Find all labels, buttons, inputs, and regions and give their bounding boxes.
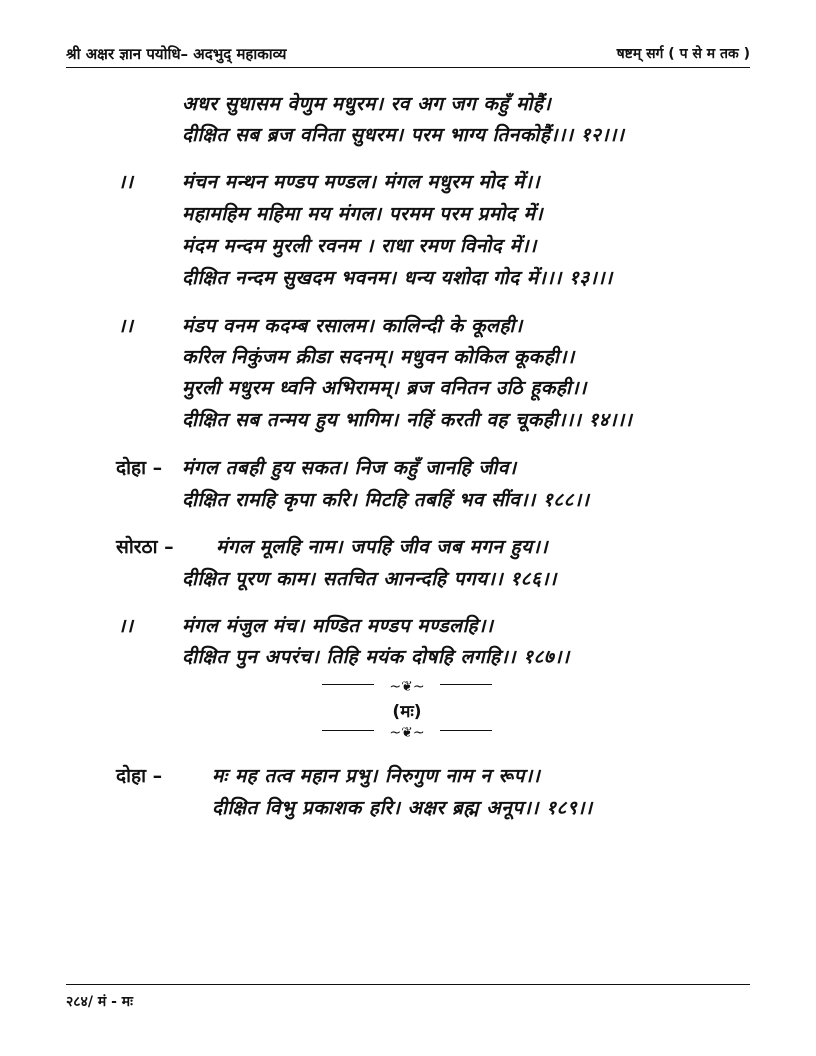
verse-line: दीक्षित सब तन्मय हुय भागिम। नहिं करती वह चूकही।।। १४।।। — [182, 409, 633, 431]
verse-line: मंडप वनम कदम्ब रसालम। कालिन्दी के कूलही। — [182, 315, 523, 337]
verse-line: दीक्षित पूरण काम। सतचित आनन्दहि पगय।। १८६।। — [182, 568, 557, 590]
verse-line: दीक्षित नन्दम सुखदम भवनम। धन्य यशोदा गोद में।।। १३।।। — [182, 267, 613, 289]
verse-line: मंगल मूलहि नाम। जपहि जीव जब मगन हुय।। — [216, 536, 549, 558]
verse-line: मः मह तत्व महान प्रभु। निरुगुण नाम न रूप।। — [212, 765, 541, 787]
verse-line: दीक्षित पुन अपरंच। तिहि मयंक दोषहि लगहि।। १८७।। — [182, 646, 570, 668]
stanza-marker: ।। — [118, 615, 134, 637]
ornament-divider-bottom — [322, 722, 492, 742]
verse-line: करिल निकुंजम क्रीडा सदनम्। मधुवन कोकिल कूकही।। — [182, 346, 575, 368]
verse-line: मंगल मंजुल मंच। मण्डित मण्डप मण्डलहि।। — [182, 615, 494, 637]
stanza-marker: ।। — [118, 315, 134, 337]
flourish-icon: ~❦~ — [389, 679, 425, 695]
verse-line: दीक्षित रामहि कृपा करि। मिटहि तबहिं भव सींव।। १८८।। — [182, 489, 590, 511]
stanza-marker: ।। — [118, 171, 134, 193]
ornament-divider-top — [322, 676, 492, 696]
verse-line: मंगल तबही हुय सकत। निज कहुँ जानहि जीव। — [182, 457, 517, 479]
ornament-rule — [440, 684, 492, 685]
verse-line: महामहिम महिमा मय मंगल। परमम परम प्रमोद में। — [182, 203, 544, 225]
verse-line: अधर सुधासम वेणुम मधुरम। रव अग जग कहुँ मोहैं। — [182, 93, 552, 115]
verse-type-label: दोहा – — [116, 457, 163, 479]
verse-line: दीक्षित सब ब्रज वनिता सुधरम। परम भाग्य तिनकोहैं।।। १२।।। — [182, 124, 625, 146]
verse-type-label: दोहा – — [116, 765, 163, 787]
verse-line: मंदम मन्दम मुरली रवनम । राधा रमण विनोद में।। — [182, 235, 537, 257]
ornament-rule — [322, 684, 374, 685]
verse-type-label: सोरठा – — [116, 536, 174, 558]
verse-line: मुरली मधुरम ध्वनि अभिरामम्। ब्रज वनितन उठि हूकही।। — [182, 377, 587, 399]
ornament-rule — [440, 730, 492, 731]
flourish-icon: ~❦~ — [389, 725, 425, 741]
ornament-rule — [322, 730, 374, 731]
section-title: (मः) — [392, 702, 422, 722]
verse-line: दीक्षित विभु प्रकाशक हरि। अक्षर ब्रह्म अनूप।। १८९।। — [212, 797, 593, 819]
page-number-footer: २८४/ मं - मः — [66, 994, 133, 1010]
footer-rule — [66, 984, 750, 985]
running-header-title: श्री अक्षर ज्ञान पयोधि– अदभुद् महाकाव्य — [66, 45, 287, 63]
running-header-chapter: षष्टम् सर्ग ( प से म तक ) — [616, 46, 750, 62]
verse-line: मंचन मन्थन मण्डप मण्डल। मंगल मधुरम मोद में।। — [182, 171, 541, 193]
header-rule — [66, 67, 750, 68]
